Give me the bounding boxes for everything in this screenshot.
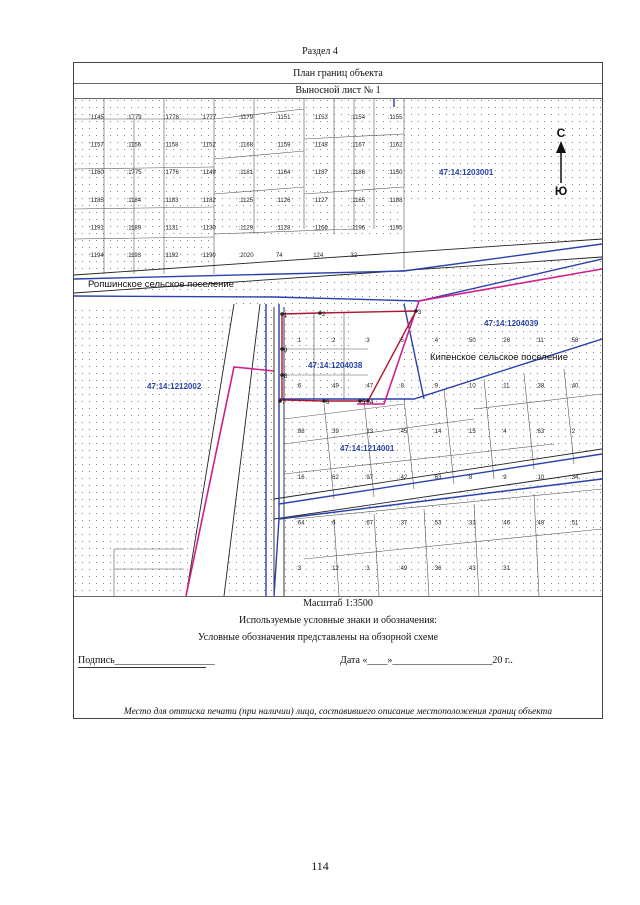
lot-label: :1151 <box>275 114 291 121</box>
lot-label: :1191 <box>89 225 104 232</box>
lot-label: :1775 <box>126 170 142 177</box>
lot-label: :1126 <box>275 197 291 204</box>
lot-label: :1150 <box>387 170 403 177</box>
lot-label: :1162 <box>387 142 403 149</box>
lot-label: :10 <box>535 474 545 481</box>
lot-label: :2020 <box>238 253 254 260</box>
lot-label: :1145 <box>89 114 104 121</box>
lot-label: :1186 <box>350 170 366 177</box>
lot-label: :1189 <box>126 225 142 232</box>
lot-label: :51 <box>570 520 579 527</box>
lot-label: :1164 <box>275 170 291 177</box>
lot-label: :47 <box>364 383 374 390</box>
lot-label: :1184 <box>126 197 142 204</box>
cadastral-label-1212002: 47:14:1212002 <box>147 382 202 391</box>
lot-label: :1192 <box>163 253 179 260</box>
stamp-note: Место для оттиска печати (при наличии) лица, составившего описание местоположения границ объекта <box>123 707 553 717</box>
boundary-point-label: 4 <box>370 400 374 406</box>
svg-text:С: С <box>556 126 566 140</box>
date-field: Дата «____»____________________20 г.. <box>340 655 513 666</box>
lot-label: :1125 <box>238 197 254 204</box>
lot-label: :1158 <box>163 142 179 149</box>
lot-label: :46 <box>501 520 510 527</box>
lot-label: :6 <box>296 383 302 390</box>
lot-label: :1148 <box>313 142 328 149</box>
lot-label: :64 <box>296 520 305 527</box>
page-number: 114 <box>311 859 329 873</box>
cadastral-map <box>74 98 602 597</box>
cadastral-label-1204038: 47:14:1204038 <box>308 361 363 370</box>
lot-label: :67 <box>364 520 374 527</box>
cadastral-label-1204039: 47:14:1204039 <box>484 319 539 328</box>
cadastral-label-1214001: 47:14:1214001 <box>340 444 395 453</box>
boundary-plan-table <box>73 62 603 719</box>
lot-label: :58 <box>570 337 579 344</box>
lot-label: :3 <box>296 566 302 573</box>
lot-label: :14 <box>433 429 442 436</box>
lot-label: :3 <box>364 566 370 573</box>
lot-label: :43 <box>467 566 476 573</box>
lot-label: :6 <box>330 520 336 527</box>
boundary-point-label: 3 <box>418 310 422 316</box>
lot-label: :50 <box>467 337 476 344</box>
lot-label: :40 <box>570 383 579 390</box>
lot-label: :1194 <box>89 253 104 260</box>
lot-label: :42 <box>398 474 408 481</box>
lot-label: :31 <box>501 566 510 573</box>
lot-label: :1778 <box>163 114 179 121</box>
lot-label: :53 <box>433 520 442 527</box>
lot-label: :1779 <box>126 114 142 121</box>
lot-label: :1777 <box>201 114 217 121</box>
lot-label: :1 <box>296 337 302 344</box>
lot-label: :1193 <box>126 253 142 260</box>
lot-label: :8 <box>467 474 473 481</box>
lot-label: :49 <box>398 566 408 573</box>
lot-label: :1153 <box>313 114 328 121</box>
boundary-point-label: 7 <box>282 400 286 406</box>
lot-label: :12 <box>330 566 339 573</box>
map-scale: Масштаб 1:3500 <box>303 598 373 609</box>
lot-label: :4 <box>501 429 507 436</box>
lot-label: 124 <box>313 253 324 260</box>
lot-label: :1188 <box>387 197 403 204</box>
lot-label: :49 <box>330 383 339 390</box>
boundary-point-label: 2 <box>322 312 326 318</box>
lot-label: :39 <box>330 429 339 436</box>
lot-label: :1157 <box>89 142 104 149</box>
lot-label: :63 <box>535 429 545 436</box>
section-heading: Раздел 4 <box>302 46 338 57</box>
settlement-label-kipen: Кипенское сельское поселение <box>430 352 568 363</box>
lot-label: :3 <box>364 337 370 344</box>
lot-label: :34 <box>570 474 579 481</box>
lot-label: :1166 <box>313 225 328 232</box>
lot-label: :10 <box>467 383 476 390</box>
lot-label: :1131 <box>163 225 179 232</box>
cadastral-label-1203001: 47:14:1203001 <box>439 168 494 177</box>
lot-label: :1776 <box>163 170 179 177</box>
lot-label: :1159 <box>275 142 291 149</box>
lot-label: :36 <box>433 566 442 573</box>
legend-title: Используемые условные знаки и обозначения: <box>239 615 437 626</box>
lot-label: :1152 <box>201 142 216 149</box>
map-canvas <box>74 99 602 596</box>
lot-label: :1127 <box>313 197 328 204</box>
lot-label: :16 <box>296 474 305 481</box>
map-dot-background <box>74 99 602 596</box>
lot-label: :13 <box>364 429 374 436</box>
lot-label: :26 <box>501 337 510 344</box>
lot-label: :1196 <box>350 225 366 232</box>
lot-label: :48 <box>535 520 545 527</box>
lot-label: :1156 <box>126 142 142 149</box>
lot-label: :1165 <box>350 197 366 204</box>
lot-label: :9 <box>433 383 439 390</box>
lot-label: :1182 <box>201 197 216 204</box>
lot-label: :1187 <box>313 170 328 177</box>
lot-label: :88 <box>296 429 305 436</box>
boundary-point-label: 8 <box>284 374 288 380</box>
lot-label: :1149 <box>201 170 216 177</box>
lot-label: 32 <box>350 253 358 260</box>
lot-label: :1154 <box>350 114 366 121</box>
lot-label: :97 <box>364 474 374 481</box>
lot-label: :37 <box>398 520 408 527</box>
lot-label: :38 <box>535 383 545 390</box>
lot-label: :2 <box>330 337 336 344</box>
lot-label: :1129 <box>238 225 254 232</box>
lot-label: :1130 <box>201 225 216 232</box>
signature-field: Подпись____________________ <box>78 655 215 666</box>
settlement-label-ropsha: Ропшинское сельское поселение <box>88 279 234 290</box>
lot-label: 74 <box>275 253 283 260</box>
legend-note: Условные обозначения представлены на обзорной схеме <box>197 632 439 643</box>
lot-label: :1190 <box>201 253 216 260</box>
table-title: План границ объекта <box>74 63 602 84</box>
lot-label: :1181 <box>238 170 254 177</box>
lot-label: :1168 <box>238 142 254 149</box>
lot-label: :5 <box>398 337 404 344</box>
lot-label: :1179 <box>238 114 254 121</box>
lot-label: :15 <box>467 429 476 436</box>
boundary-point-label: 9 <box>284 348 288 354</box>
lot-label: :11 <box>535 337 544 344</box>
lot-label: :1160 <box>89 170 104 177</box>
lot-label: :9 <box>501 474 507 481</box>
lot-label: :1128 <box>275 225 291 232</box>
svg-text:Ю: Ю <box>554 184 568 198</box>
lot-label: :1155 <box>387 114 403 121</box>
lot-label: :63 <box>433 474 442 481</box>
lot-label: :1185 <box>89 197 104 204</box>
boundary-point-label: 6 <box>326 400 330 406</box>
lot-label: :33 <box>467 520 476 527</box>
sheet-title: Выносной лист № 1 <box>295 85 381 96</box>
signature-line <box>78 667 206 668</box>
lot-label: :2 <box>570 429 576 436</box>
lot-label: :45 <box>398 429 408 436</box>
lot-label: :4 <box>433 337 439 344</box>
lot-label: :8 <box>398 383 404 390</box>
lot-label: :1195 <box>387 225 403 232</box>
boundary-point-label: 1 <box>284 313 288 319</box>
lot-label: :1167 <box>350 142 366 149</box>
lot-label: :11 <box>501 383 510 390</box>
boundary-point-label: 5 <box>362 400 366 406</box>
lot-label: :62 <box>330 474 339 481</box>
lot-label: :1183 <box>163 197 179 204</box>
